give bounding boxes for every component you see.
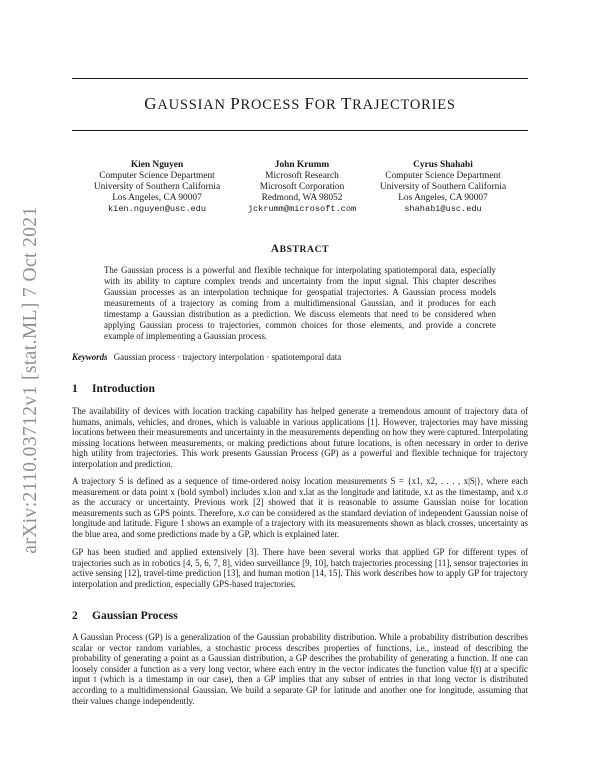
abstract-heading: ABSTRACT [270, 243, 330, 255]
body-paragraph: GP has been studied and applied extensively [3]. There have been several works that applied GP for different types of trajectories such as in robotics [4, 5, 6, 7, 8], video surveillance [9, 10], batch trajectories processing [11], sensor trajectories in active sensing [12], travel-time prediction [13], and human motion [14, 15]. This work describes how to apply GP for trajectory interpolation and prediction, especially GPS-based trajectories. [72, 547, 528, 589]
keywords-label: Keywords [72, 352, 108, 362]
author-name: Kien Nguyen [130, 160, 184, 170]
section-heading-introduction [72, 382, 155, 395]
author-city: Los Angeles, CA 90007 [398, 193, 488, 203]
paper-title: GAUSSIAN PROCESS FOR TRAJECTORIES [144, 94, 456, 113]
title-rule-bottom [72, 130, 528, 131]
author-email[interactable]: jckrumm@microsoft.com [247, 204, 357, 214]
author-block [358, 160, 528, 215]
arxiv-sidebar [20, 206, 42, 554]
section-title: Introduction [92, 382, 155, 395]
abstract-body: The Gaussian process is a powerful and flexible technique for interpolating spatiotemporal data, especially with its ability to capture complex trends and uncertainty from the input signal. This chapter describes Gaussian processes as an interpolation technique for geospatial trajectories. A Gaussian process models measurements of a trajectory as coming from a multidimensional Gaussian, and it produces for each timestamp a Gaussian distribution as a prediction. We discuss elements that need to be considered when applying Gaussian process to trajectories, common choices for those elements, and provide a concrete example of implementing a Gaussian process. [104, 265, 496, 341]
keywords-text: Gaussian process · trajectory interpolation · spatiotemporal data [113, 352, 342, 362]
author-city: Los Angeles, CA 90007 [112, 193, 202, 203]
keywords [72, 352, 528, 363]
author-email[interactable]: kien.nguyen@usc.edu [108, 204, 206, 214]
section-number: 1 [72, 382, 78, 395]
section-title: Gaussian Process [92, 609, 178, 622]
author-organization: University of Southern California [93, 182, 221, 192]
author-name: Cyrus Shahabi [413, 160, 473, 170]
author-department: Computer Science Department [385, 171, 501, 181]
section-number: 2 [72, 609, 78, 622]
author-organization: University of Southern California [379, 182, 507, 192]
author-department: Computer Science Department [99, 171, 215, 181]
author-name: John Krumm [274, 160, 330, 170]
author-city: Redmond, WA 98052 [261, 193, 343, 203]
body-paragraph: A Gaussian Process (GP) is a generalization of the Gaussian probability distribution. While a probability distribution describes scalar or vector random variables, a stochastic process describes properties of functions, i.e., instead of describing the probability of generating a point as a Gaussian distribution, a GP describes the probability of generating a function. If one can loosely consider a function as a very long vector, where each entry in the vector indicates the function value f(t) at a specific input t (which is a timestamp in our case), then a GP implies that any subset of entries in that long vector is distributed according to a multidimensional Gaussian. We build a separate GP for latitude and another one for longitude, assuming that their values change independently. [72, 632, 528, 706]
author-email[interactable]: shahabi@usc.edu [404, 204, 482, 214]
author-list [72, 160, 528, 220]
body-paragraph: A trajectory S is defined as a sequence of time-ordered noisy location measurements S = {x1, x2, . . . , x|S|}, where each measurement or data point x (bold symbol) includes x.lon and x.lat as the longitude and latitude, x.t as the timestamp, and x.σ as the accuracy or uncertainty. Previous work [2] showed that it is reasonable to assume Gaussian noise for location measurements such as GPS points. Therefore, x.σ can be considered as the standard deviation of independent Gaussian noise of longitude and latitude. Figure 1 shows an example of a trajectory with its measurements shown as black crosses, uncertainty as the blue area, and some predictions made by a GP, which is explained later. [72, 476, 528, 539]
body-paragraph: The availability of devices with location tracking capability has helped generate a tremendous amount of trajectory data of humans, animals, vehicles, and drones, which is valuable in various applications [1]. However, trajectories may have missing locations between their measurements and uncertainty in the measurements depending on how they were captured. Interpolating missing locations between measurements, or making predictions about future locations, is often necessary in order to derive high utility from trajectories. This work presents Gaussian Process (GP) as a powerful and flexible technique for trajectory interpolation and prediction. [72, 406, 528, 469]
author-department: Microsoft Research [265, 171, 339, 181]
arxiv-identifier: arXiv:2110.03712v1 [stat.ML] 7 Oct 2021 [20, 206, 41, 554]
title-rule-top [72, 78, 528, 79]
author-organization: Microsoft Corporation [259, 182, 345, 192]
section-heading-gaussian-process [72, 609, 178, 622]
